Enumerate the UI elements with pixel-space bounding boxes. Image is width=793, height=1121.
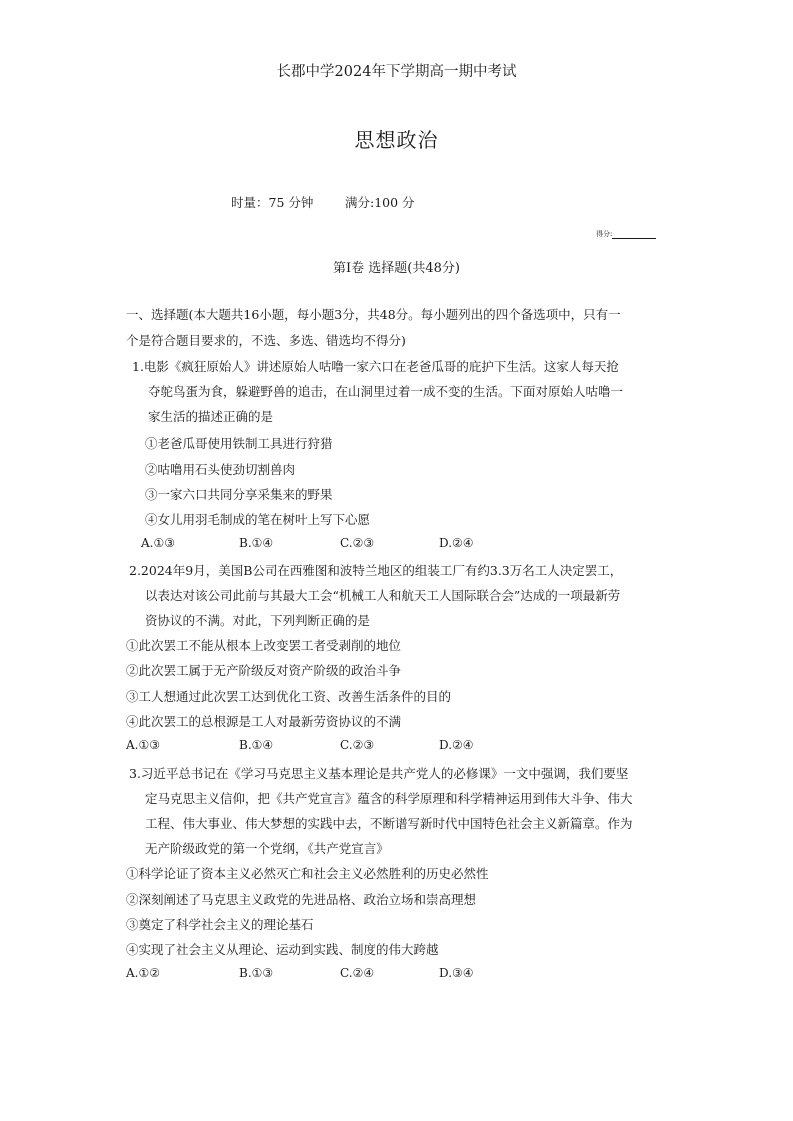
option-b[interactable]: B.①④ [239, 536, 274, 550]
score-label: 得分: [596, 230, 613, 238]
question-text: 资协议的不满。对此，下列判断正确的是 [145, 613, 371, 628]
subject-title: 思想政治 [354, 128, 439, 152]
question-text: 家生活的描述正确的是 [148, 409, 274, 424]
statement: ④女儿用羽毛制成的笔在树叶上写下心愿 [145, 512, 371, 527]
question-text: 无产阶级政党的第一个党纲，《共产党宣言》 [145, 841, 389, 856]
question-text: 工程、伟大事业、伟大梦想的实践中去，不断谱写新时代中国特色社会主义新篇章。作为 [145, 816, 633, 831]
statement: ②咕噜用石头使劲切割兽肉 [145, 462, 296, 477]
statement: ②深刻阐述了马克思主义政党的先进品格、政治立场和崇高理想 [126, 892, 477, 907]
statement: ③奠定了科学社会主义的理论基石 [126, 917, 314, 932]
option-a[interactable]: A.①② [126, 966, 160, 980]
statement: ①此次罢工不能从根本上改变罢工者受剥削的地位 [126, 638, 402, 653]
instructions-line: 个是符合题目要求的，不选、多选、错选均不得分) [126, 333, 406, 348]
statement: ③一家六口共同分享采集来的野果 [145, 487, 333, 502]
option-c[interactable]: C.②④ [340, 966, 375, 980]
exam-title: 长郡中学2024年下学期高一期中考试 [276, 64, 517, 80]
option-b[interactable]: B.①④ [239, 738, 274, 752]
question-text: 3.习近平总书记在《学习马克思主义基本理论是共产党人的必修课》一文中强调，我们要坚 [129, 766, 629, 781]
instructions-line: 一、选择题(本大题共16小题，每小题3分，共48分。每小题列出的四个备选项中，只有一 [126, 307, 621, 322]
option-d[interactable]: D.②④ [439, 738, 474, 752]
option-b[interactable]: B.①③ [239, 966, 274, 980]
statement: ④实现了社会主义从理论、运动到实践、制度的伟大跨越 [126, 942, 439, 957]
option-a[interactable]: A.①③ [126, 738, 160, 752]
option-c[interactable]: C.②③ [340, 738, 375, 752]
option-d[interactable]: D.③④ [439, 966, 474, 980]
statement: ③工人想通过此次罢工达到优化工资、改善生活条件的目的 [126, 689, 452, 704]
question-text: 夺鸵鸟蛋为食，躲避野兽的追击，在山洞里过着一成不变的生活。下面对原始人咕噜一 [148, 384, 624, 399]
option-c[interactable]: C.②③ [340, 536, 375, 550]
score-blank[interactable] [612, 230, 656, 239]
statement: ①老爸瓜哥使用铁制工具进行狩猎 [145, 436, 333, 451]
statement: ②此次罢工属于无产阶级反对资产阶级的政治斗争 [126, 663, 402, 678]
question-text: 定马克思主义信仰，把《共产党宣言》蕴含的科学原理和科学精神运用到伟大斗争、伟大 [145, 791, 633, 806]
question-text: 2.2024年9月，美国B公司在西雅图和波特兰地区的组装工厂有约3.3万名工人决定罢工， [129, 563, 623, 578]
question-text: 以表达对该公司此前与其最大工会“机械工人和航天工人国际联合会”达成的一项最新劳 [145, 588, 621, 603]
section-title: 第Ⅰ卷 选择题(共48分) [333, 261, 460, 276]
time-limit: 时量：75 分钟 [231, 195, 314, 210]
question-text: 1.电影《疯狂原始人》讲述原始人咕噜一家六口在老爸瓜哥的庇护下生活。这家人每天抢 [132, 359, 619, 374]
statement: ①科学论证了资本主义必然灭亡和社会主义必然胜利的历史必然性 [126, 866, 489, 881]
option-d[interactable]: D.②④ [439, 536, 474, 550]
score-field[interactable] [596, 229, 656, 239]
statement: ④此次罢工的总根源是工人对最新劳资协议的不满 [126, 714, 402, 729]
full-score: 满分:100 分 [345, 195, 415, 210]
option-a[interactable]: A.①③ [141, 536, 175, 550]
